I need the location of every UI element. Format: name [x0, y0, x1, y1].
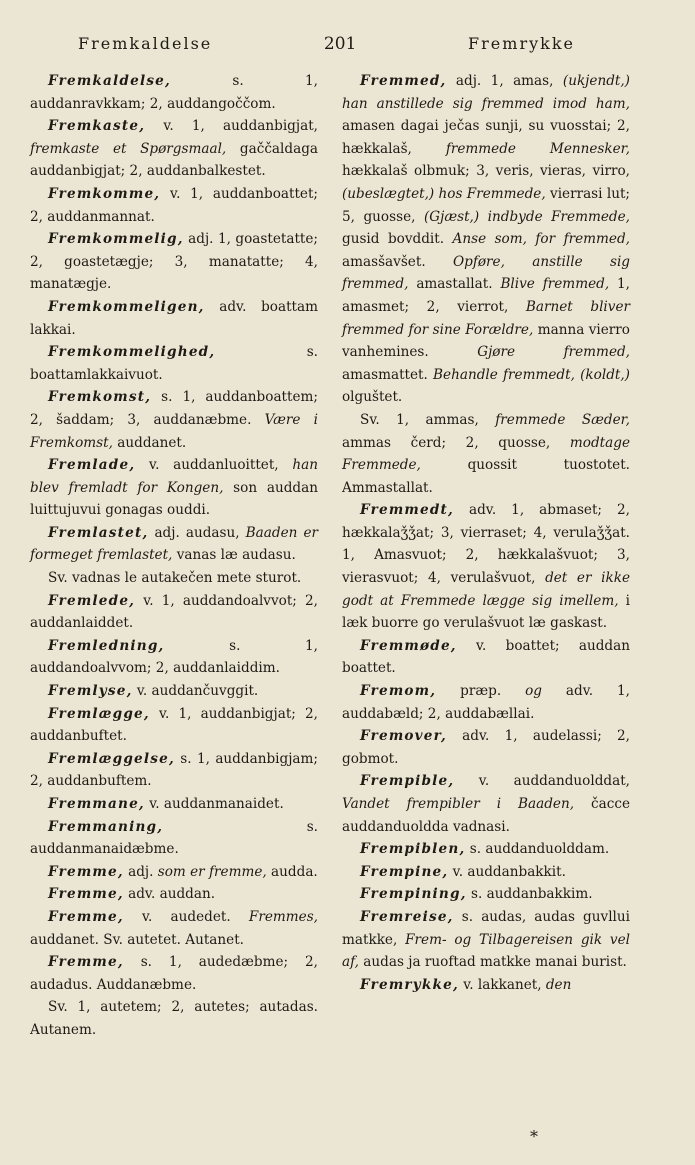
dictionary-entry — [30, 680, 318, 703]
dictionary-entry — [30, 70, 318, 115]
sami-translation: i læk buorre go verulašvuot læ gaskast. — [342, 592, 631, 632]
sami-translation: s. 1, auddanbigjam; 2, auddanbuftem. — [30, 750, 318, 790]
headword: Fremmaning, — [48, 818, 164, 835]
headword: Fremrykke, — [360, 976, 459, 993]
headword: Fremmane, — [48, 796, 145, 812]
sami-translation: audas ja ruoftad matkke manai burist. — [358, 954, 627, 971]
sami-translation: adj. audasu, — [148, 524, 246, 541]
dictionary-entry — [30, 748, 318, 793]
right-column — [342, 70, 630, 996]
sami-translation: v. auddanbakkit. — [448, 863, 566, 880]
headword: Fremmedt, — [360, 502, 454, 519]
sami-translation: adj. 1, goastetatte; 2, goastetægje; 3, manatatte; 4, manatægje. — [30, 231, 318, 293]
headword: Fremlæggelse, — [48, 750, 175, 767]
dictionary-entry — [342, 725, 630, 770]
sami-translation: v. 1, auddanbigjat; 2, auddanbuftet. — [30, 705, 318, 745]
sami-translation: gaččaldaga auddanbigjat; 2, auddanbalkestet. — [30, 140, 318, 180]
sami-translation: v. audedet. — [123, 908, 249, 925]
headword: Frempible, — [360, 773, 455, 790]
dictionary-entry — [342, 70, 630, 409]
headword: Frempiblen, — [360, 841, 466, 858]
sami-translation: adv. 1, auddabæld; 2, auddabællai. — [342, 683, 630, 722]
headword: Fremkommelighed, — [48, 344, 216, 361]
sami-translation: præp. — [436, 683, 526, 700]
danish-example: den — [545, 976, 572, 993]
sami-translation: v. auddanduolddat, — [454, 773, 630, 790]
headword: Fremlyse, — [48, 683, 133, 700]
dictionary-entry — [30, 115, 318, 183]
sami-translation: quossit tuostotet. Ammastallat. — [342, 457, 630, 496]
headword: Fremme, — [48, 863, 124, 880]
sami-translation: adv. auddan. — [123, 886, 216, 903]
headword: Fremlade, — [48, 457, 136, 474]
dictionary-entry — [30, 635, 318, 680]
danish-example: Opføre, anstille sig fremmed, — [342, 253, 630, 293]
sami-translation: v. 1, auddanbigjat, — [145, 118, 318, 135]
sami-translation: gusid bovddit. — [342, 231, 453, 248]
running-head — [78, 34, 575, 58]
sami-translation: s. auddanmanaidæbme. — [30, 818, 318, 858]
dictionary-entry — [30, 951, 318, 996]
sami-translation: v. boattet; auddan boattet. — [342, 637, 630, 677]
dictionary-entry — [30, 296, 318, 341]
dictionary-entry — [30, 590, 318, 635]
headword: Fremkommelig, — [48, 231, 184, 248]
dictionary-entry — [342, 906, 630, 974]
sami-translation: amastallat. — [408, 276, 501, 293]
sami-translation: auddanet. — [112, 434, 187, 451]
headword: Fremlastet, — [48, 524, 149, 541]
danish-example: fremkaste et Spørgsmaal, — [30, 140, 227, 157]
danish-example: Anse som, for fremmed, — [452, 231, 630, 248]
headword: Fremkaldelse, — [48, 73, 171, 89]
sami-translation: v. auddanmanaidet. — [144, 796, 284, 812]
sami-translation: s. 1, auddandoalvvom; 2, auddanlaiddim. — [30, 637, 318, 677]
sami-translation: adv. boattam lakkai. — [30, 298, 318, 338]
sami-translation: vanas læ audasu. — [172, 547, 296, 564]
danish-example: Frem- og Tilbagereisen gik vel af, — [342, 931, 631, 971]
danish-example: han blev fremladt for Kongen, — [30, 457, 318, 496]
dictionary-entry — [342, 861, 630, 884]
dictionary-entry — [30, 386, 318, 454]
headword: Fremkomme, — [48, 185, 161, 202]
dictionary-entry — [30, 861, 318, 884]
sami-translation: olguštet. — [342, 389, 403, 406]
dictionary-entry — [342, 838, 630, 861]
sami-translation: auddanet. Sv. autetet. Autanet. — [30, 931, 244, 948]
sami-translation: s. auddanbakkim. — [466, 886, 593, 903]
headword: Fremlede, — [48, 592, 136, 609]
sami-translation: s. audas, audas guvllui matkke, — [342, 908, 630, 948]
sami-translation: amasmattet. — [342, 366, 434, 383]
dictionary-entry — [30, 183, 318, 228]
headword: Fremom, — [360, 683, 437, 700]
headword: Fremkaste, — [48, 118, 146, 135]
sami-translation: v. 1, auddandoalvvot; 2, auddanlaiddet. — [30, 592, 318, 632]
sami-translation: v. auddanluoittet, — [135, 457, 293, 474]
sami-translation: Sv. 1, ammas, — [360, 411, 496, 428]
dictionary-entry — [30, 522, 318, 567]
danish-example: og — [525, 683, 542, 700]
sami-translation: hækkalaš olbmuk; 3, veris, vieras, virro, — [342, 163, 630, 180]
dictionary-entry — [30, 228, 318, 296]
sami-translation: amasen dagai ječas sunji, su vuosstai; 2, hækkalaš, — [342, 118, 630, 157]
dictionary-entry — [342, 770, 630, 838]
danish-example: Vandet frempibler i Baaden, — [342, 796, 575, 812]
sami-translation: adj. 1, amas, — [446, 73, 563, 89]
danish-example: (Gjæst,) indbyde Fremmede, — [423, 208, 630, 225]
dictionary-entry — [30, 816, 318, 861]
dictionary-entry — [342, 499, 630, 635]
sami-translation: 1, amasmet; 2, vierrot, — [342, 276, 631, 315]
dictionary-entry — [342, 883, 630, 906]
headword: Fremme, — [48, 954, 124, 971]
danish-example: (ubeslægtet,) hos Fremmede, — [342, 185, 546, 202]
dictionary-entry — [342, 680, 630, 725]
sami-translation: adv. 1, audelassi; 2, gobmot. — [342, 728, 630, 767]
danish-example: det er ikke godt at Fremmede lægge sig imellem, — [342, 570, 630, 609]
dictionary-entry — [30, 906, 318, 951]
sami-translation: amasšavšet. — [342, 253, 453, 270]
sami-translation: audda. — [266, 863, 318, 880]
dictionary-entry — [342, 635, 630, 680]
dictionary-entry — [30, 883, 318, 906]
headword: Fremkomst, — [48, 389, 152, 406]
dictionary-entry — [342, 974, 630, 997]
sami-translation: s. 1, auddanboattem; 2, šaddam; 3, auddanæbme. — [30, 389, 318, 428]
danish-example: (ukjendt,) han anstillede sig fremmed imod ham, — [342, 73, 630, 112]
headword: Fremlægge, — [48, 705, 150, 722]
danish-example: Være i Fremkomst, — [30, 411, 318, 451]
sami-translation: čacce auddanduoldda vadnasi. — [342, 796, 631, 835]
sami-translation: Sv. 1, autetem; 2, autetes; autadas. Autanem. — [30, 999, 318, 1038]
sami-translation: Sv. vadnas le autakečen mete sturot. — [48, 570, 302, 587]
headword: Fremledning, — [48, 637, 165, 654]
headword: Fremover, — [360, 728, 447, 745]
danish-example: modtage Fremmede, — [342, 434, 630, 474]
sami-translation: s. 1, audedæbme; 2, audadus. Auddanæbme. — [30, 954, 318, 993]
signature-mark: * — [530, 1127, 538, 1146]
sami-translation: v. auddančuvggit. — [132, 683, 259, 700]
danish-example: som er fremme, — [157, 863, 267, 880]
danish-example: Baaden er formeget fremlastet, — [30, 524, 318, 564]
danish-example: Barnet bliver fremmed for sine Forældre, — [342, 298, 630, 338]
danish-example: Behandle fremmedt, (koldt,) — [433, 366, 630, 383]
headword: Fremme, — [48, 886, 124, 903]
headword: Fremreise, — [360, 908, 454, 925]
sami-translation: v. 1, auddanboattet; 2, auddanmannat. — [30, 185, 318, 225]
sami-translation: vierrasi lut; 5, guosse, — [342, 185, 630, 225]
dictionary-entry — [30, 567, 318, 590]
sami-translation: s. auddanduolddam. — [465, 841, 610, 858]
dictionary-entry — [30, 341, 318, 386]
dictionary-entry — [342, 409, 630, 499]
left-column — [30, 70, 318, 1042]
danish-example: fremmede Sæder, — [495, 411, 630, 428]
headword: Frempining, — [360, 886, 467, 903]
header-right-catchword: Fremrykke — [468, 34, 575, 53]
danish-example: Gjøre fremmed, — [477, 344, 631, 361]
sami-translation: son auddan luittujuvui gonagas ouddi. — [30, 479, 318, 519]
danish-example: fremmede Mennesker, — [445, 140, 630, 157]
sami-translation: adv. 1, abmaset; 2, hækkalaǯǯat; 3, vierraset; 4, verulaǯǯat. 1, Amasvuot; 2, hækkalašvuot; 3, vierasvuot; 4, verulašvuot, — [342, 502, 630, 587]
sami-translation: ammas čerd; 2, quosse, — [342, 434, 570, 451]
sami-translation: s. boattamlakkaivuot. — [30, 344, 318, 383]
page-number: 201 — [323, 34, 357, 54]
dictionary-entry — [30, 703, 318, 748]
headword: Fremme, — [48, 908, 124, 925]
danish-example: Fremmes, — [248, 908, 318, 925]
sami-translation: adj. — [123, 863, 158, 880]
sami-translation: s. 1, auddanravkkam; 2, auddangoččom. — [30, 73, 318, 112]
sami-translation: manna vierro vanhemines. — [342, 321, 630, 361]
dictionary-entry — [30, 996, 318, 1041]
headword: Fremmed, — [360, 73, 447, 89]
headword: Frempine, — [360, 863, 449, 880]
headword: Fremmøde, — [360, 637, 457, 654]
danish-example: Blive fremmed, — [500, 276, 610, 293]
dictionary-entry — [30, 454, 318, 522]
dictionary-entry — [30, 793, 318, 816]
header-left-catchword: Fremkaldelse — [78, 34, 213, 53]
headword: Fremkommeligen, — [48, 298, 205, 315]
sami-translation: v. lakkanet, — [458, 976, 546, 993]
